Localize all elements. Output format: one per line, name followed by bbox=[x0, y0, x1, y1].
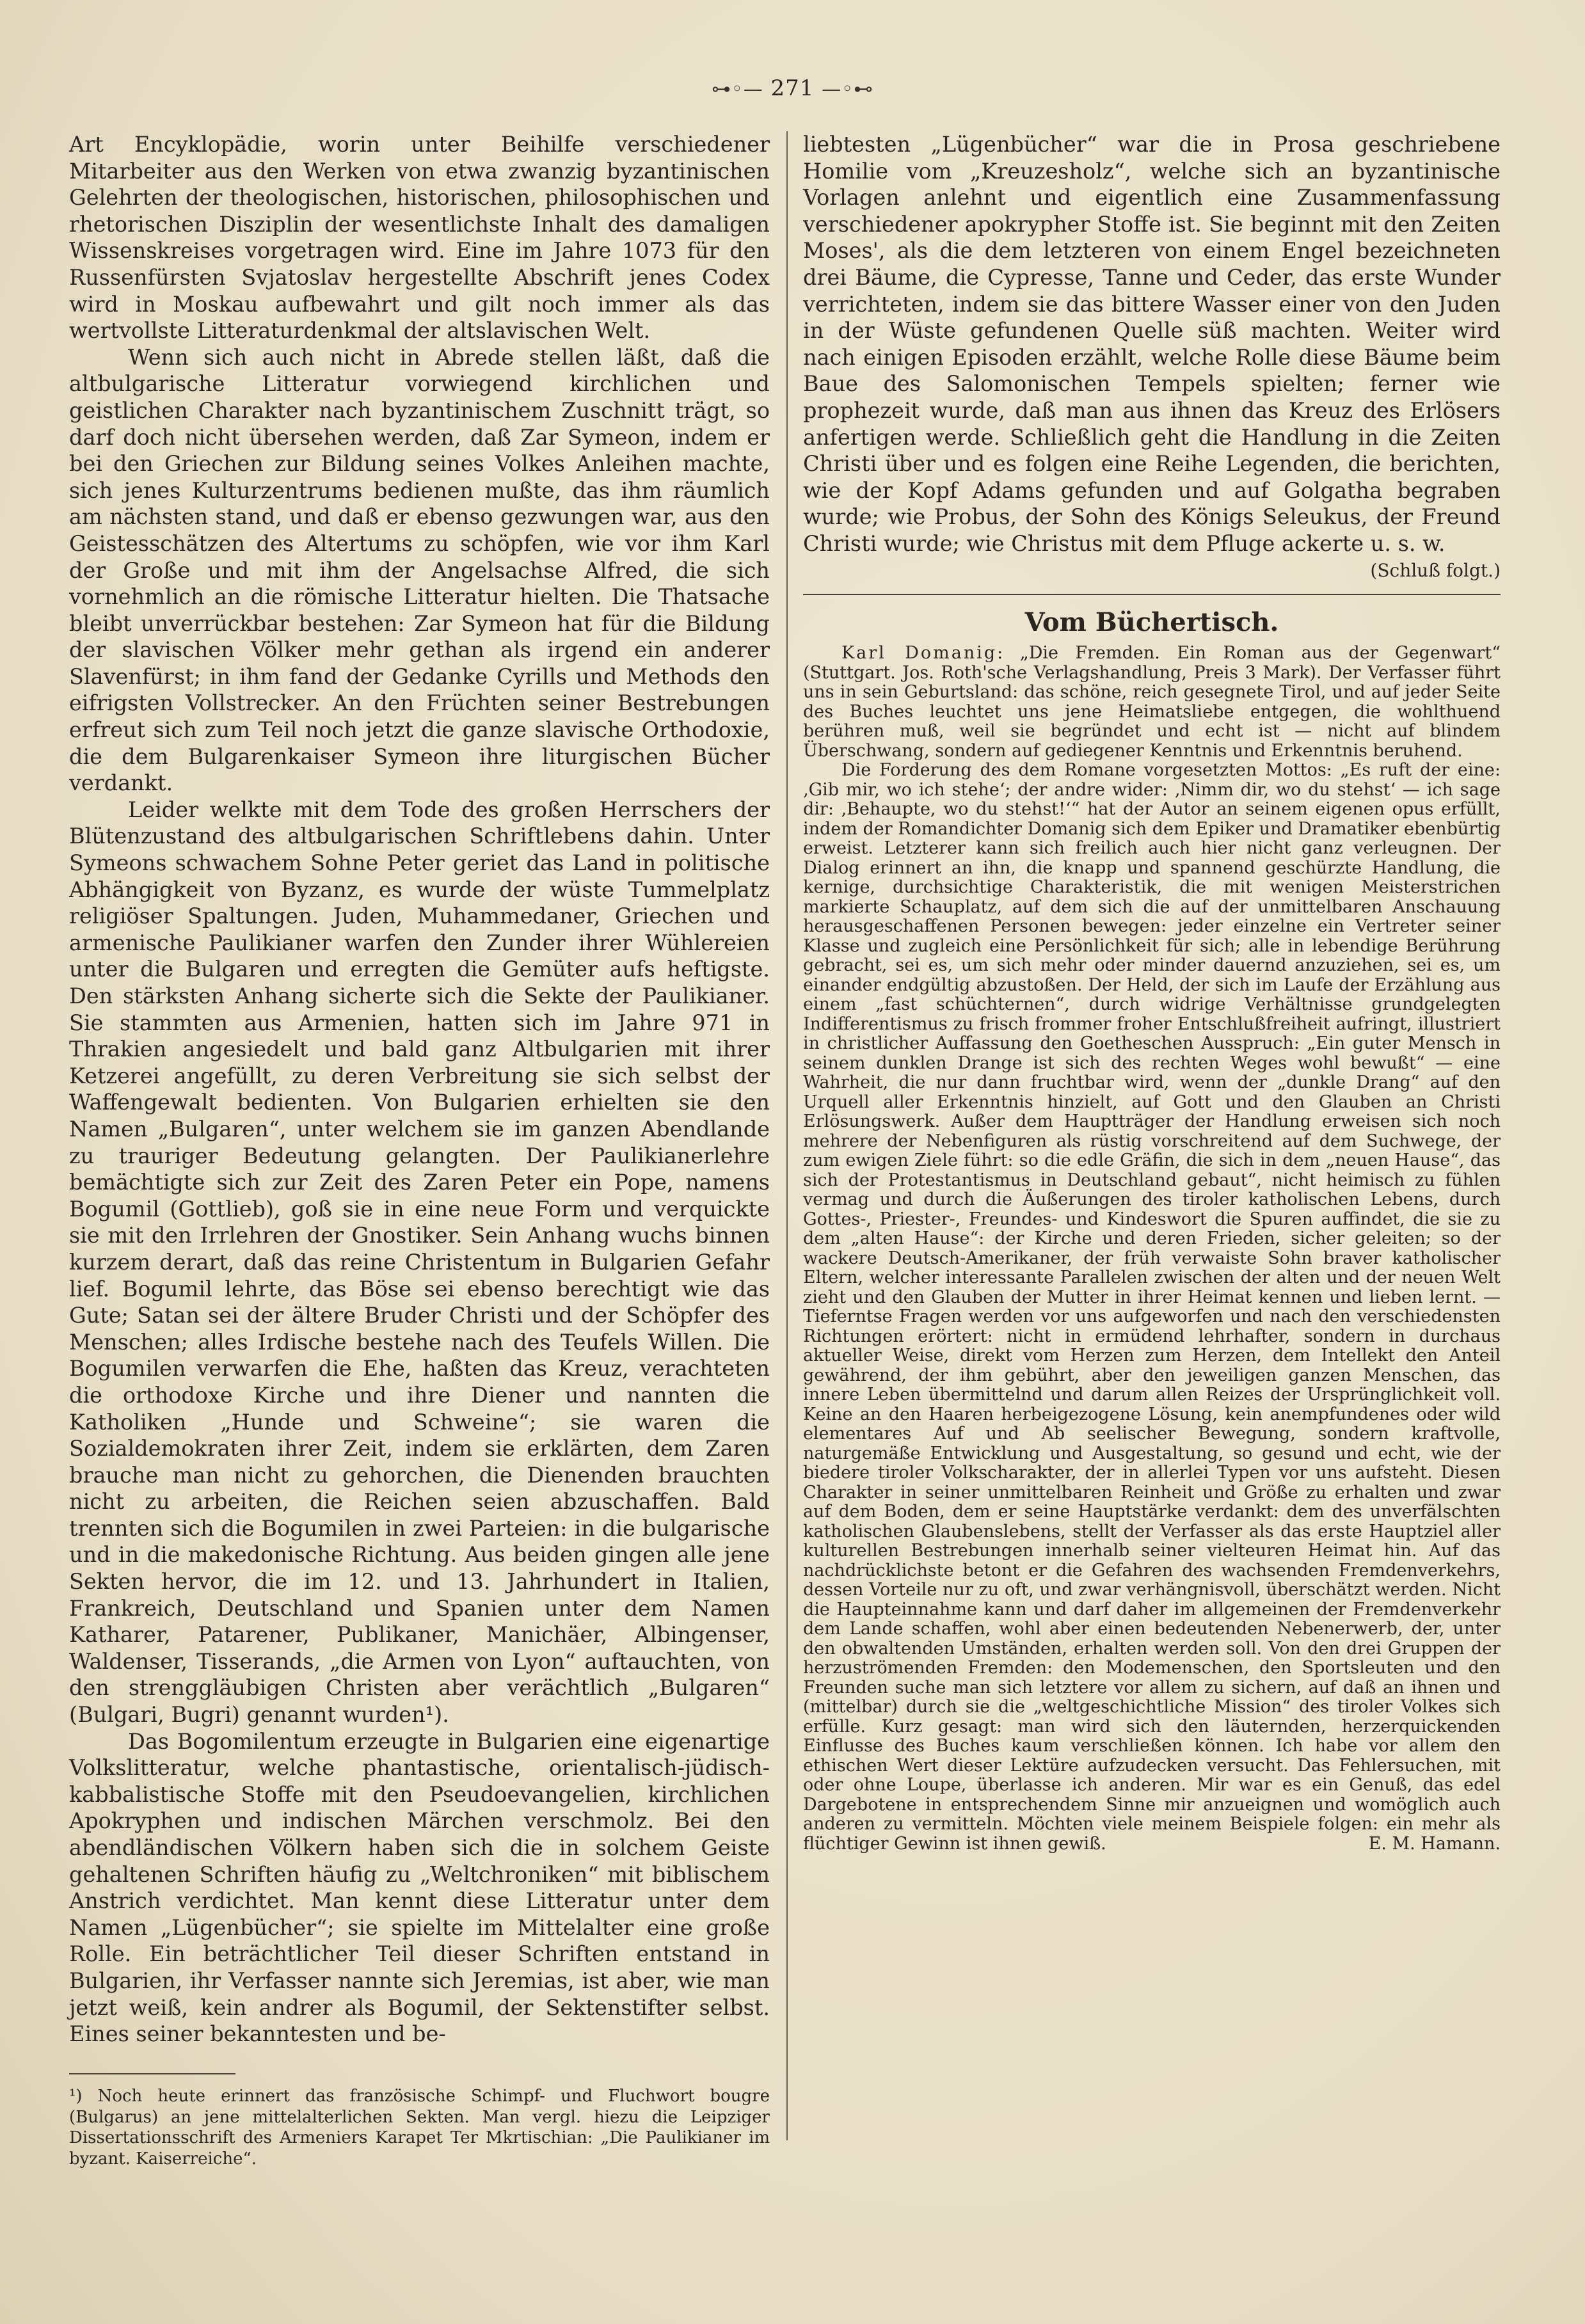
section-rule bbox=[803, 594, 1501, 595]
review-intro bbox=[803, 644, 1501, 761]
section-title: Vom Büchertisch. bbox=[1024, 607, 1279, 638]
review-paragraph bbox=[803, 761, 1501, 1854]
right-column bbox=[803, 131, 1501, 2179]
page-header bbox=[0, 76, 1585, 101]
paragraph: Wenn sich auch nicht in Abrede stellen läßt, daß die altbulgarische Litteratur vorwiegend kirchlichen und geistlichen Charakter nach byzantinischem Zuschnitt trägt, so darf doch nicht übersehen werden, daß Zar Symeon, indem er bei den Griechen zur Bildung seines Volkes Anleihen machte, sich jenes Kulturzentrums bedienen mußte, das ihm räumlich am nächsten stand, und daß er ebenso gezwungen war, aus den Geistesschätzen des Altertums zu schöpfen, wie vor ihm Karl der Große und mit ihm der Angelsachse Alfred, die sich vornehmlich an die römische Litteratur hielten. Die Thatsache bleibt unverrückbar bestehen: Zar Symeon hat für die Bildung der slavischen Völker mehr gethan als irgend ein anderer Slavenfürst; in ihm fand der Gedanke Cyrills und Methods den eifrigsten Vollstrecker. An den Früchten seiner Bestrebungen erfreut sich zum Teil noch jetzt die ganze slavische Orthodoxie, die dem Bulgarenkaiser Symeon ihre liturgischen Bücher verdankt. bbox=[69, 344, 770, 796]
paragraph: Art Encyklopädie, worin unter Beihilfe verschiedener Mitarbeiter aus den Werken von etwa zwanzig byzantinischen Gelehrten der theologischen, historischen, philosophischen und rhetorischen Disziplin der wesentlichste Inhalt des damaligen Wissenskreises vorgetragen wird. Eine im Jahre 1073 für den Russenfürsten Svjatoslav hergestellte Abschrift jenes Codex wird in Moskau aufbewahrt und gilt noch immer als das wertvollste Litteraturdenkmal der altslavischen Welt. bbox=[69, 132, 770, 344]
continued-note: (Schluß folgt.) bbox=[1370, 559, 1501, 581]
review-signature: E. M. Hamann. bbox=[1368, 1833, 1501, 1854]
continuation-text: liebtesten „Lügenbücher“ war die in Prosa geschriebene Homilie vom „Kreuzesholz“, welche sich an byzantinische Vorlagen anlehnt und eigentlich eine Zusammenfassung verschiedener apokrypher Stoffe ist. Sie beginnt mit den Zeiten Moses', als die dem letzteren von einem Engel bezeichneten drei Bäume, die Cypresse, Tanne und Ceder, das erste Wunder verrichteten, indem sie das bittere Wasser einer von den Juden in der Wüste gefundenen Quelle süß machten. Weiter wird nach einigen Episoden erzählt, welche Rolle diese Bäume beim Baue des Salomonischen Tempels spielten; ferner wie prophezeit wurde, daß man aus ihnen das Kreuz des Erlösers anfertigen werde. Schließlich geht die Handlung in die Zeiten Christi über und es folgen eine Reihe Legenden, die berichten, wie der Kopf Adams gefunden und auf Golgatha begraben wurde; wie Probus, der Sohn des Königs Seleukus, der Freund Christi wurde; wie Christus mit dem Pfluge ackerte u. s. w. bbox=[803, 132, 1501, 556]
right-ornament-icon: —◦⊷ bbox=[822, 78, 873, 100]
review-author: Karl Domanig bbox=[841, 643, 998, 664]
column-divider bbox=[786, 131, 788, 2140]
left-ornament-icon: ⊶◦— bbox=[712, 78, 763, 100]
footnote-rule bbox=[69, 2073, 235, 2074]
continuation-paragraph bbox=[803, 131, 1501, 581]
footnote: ¹) Noch heute erinnert das französische Schimpf- und Fluchwort bougre (Bulgarus) an jene mittelalterlichen Sekten. Man vergl. hiezu die Leipziger Dissertationsschrift des Armeniers Karapet Ter Mkrtischian: „Die Paulikianer im byzant. Kaiserreiche“. bbox=[69, 2087, 770, 2169]
paragraph: Leider welkte mit dem Tode des großen Herrschers der Blütenzustand des altbulgarischen Schriftlebens dahin. Unter Symeons schwachem Sohne Peter geriet das Land in politische Abhängigkeit von Byzanz, es wurde der wüste Tummelplatz religiöser Spaltungen. Juden, Muhammedaner, Griechen und armenische Paulikianer warfen den Zunder ihrer Wühlereien unter die Bulgaren und erregten die Gemüter aufs heftigste. Den stärksten Anhang sicherte sich die Sekte der Paulikianer. Sie stammten aus Armenien, hatten sich im Jahre 971 in Thrakien angesiedelt und bald ganz Altbulgarien mit ihrer Ketzerei angefüllt, zu deren Verbreitung sie sich selbst der Waffengewalt bedienten. Von Bulgarien erhielten sie den Namen „Bulgaren“, unter welchem sie im ganzen Abendlande zu trauriger Bedeutung gelangten. Der Paulikianerlehre bemächtigte sich zur Zeit des Zaren Peter ein Pope, namens Bogumil (Gottlieb), goß sie in eine neue Form und verquickte sie mit den Irrlehren der Gnostiker. Sein Anhang wuchs binnen kurzem derart, daß das reine Christentum in Bulgarien Gefahr lief. Bogumil lehrte, das Böse sei ebenso berechtigt wie das Gute; Satan sei der ältere Bruder Christi und der Schöpfer des Menschen; alles Irdische bestehe nach des Teufels Willen. Die Bogumilen verwarfen die Ehe, haßten das Kreuz, verachteten die orthodoxe Kirche und ihre Diener und nannten die Katholiken „Hunde und Schweine“; sie waren die Sozialdemokraten ihrer Zeit, indem sie erklärten, dem Zaren brauche man nicht zu gehorchen, die Dienenden brauchten nicht zu arbeiten, die Reichen seien abzuschaffen. Bald trennten sich die Bogumilen in zwei Parteien: in die bulgarische und in die makedonische Richtung. Aus beiden gingen alle jene Sekten hervor, die im 12. und 13. Jahrhundert in Italien, Frankreich, Deutschland und Spanien unter dem Namen Katharer, Patarener, Publikaner, Manichäer, Albingenser, Waldenser, Tisserands, „die Armen von Lyon“ auftauchten, von den strenggläubigen Christen aber verächtlich „Bulgaren“ (Bulgari, Bugri) genannt wurden¹). bbox=[69, 797, 770, 1728]
left-column bbox=[69, 131, 770, 2179]
page-number: 271 bbox=[770, 76, 815, 101]
paragraph: Das Bogomilentum erzeugte in Bulgarien eine eigenartige Volkslitteratur, welche phantastische, orientalisch-jüdisch-kabbalistische Stoffe mit den Pseudoevangelien, kirchlichen Apokryphen und indischen Märchen verschmolz. Bei den abendländischen Völkern haben sich die in solchem Geiste gehaltenen Schriften häufig zu „Weltchroniken“ mit biblischem Anstrich verdichtet. Man kennt diese Litteratur unter dem Namen „Lügenbücher“; sie spielte im Mittelalter eine große Rolle. Ein beträchtlicher Teil dieser Schriften entstand in Bulgarien, ihr Verfasser nannte sich Jeremias, ist aber, wie man jetzt weiß, kein andrer als Bogumil, der Sektenstifter selbst. Eines seiner bekanntesten und be- bbox=[69, 1728, 770, 2047]
review-intro-text: : „Die Fremden. Ein Roman aus der Gegenwart“ (Stuttgart. Jos. Roth'sche Verlagshandlung, Preis 3 Mark). Der Verfasser führt uns in sein Geburtsland: das schöne, reich gesegnete Tirol, und auf jeder Seite des Buches leuchtet uns jene Heimatsliebe entgegen, die wohlthuend berühren muß, weil sie begründet und echt ist — nicht auf blindem Überschwang, sondern auf gediegener Kenntnis und Erkenntnis beruhend. bbox=[803, 643, 1501, 761]
book-review bbox=[803, 644, 1501, 1854]
review-body-text: Die Forderung des dem Romane vorgesetzten Mottos: „Es ruft der eine: ‚Gib mir, wo ich stehe‘; der andre wider: ‚Nimm dir, wo du stehst‘ — ich sage dir: ‚Behaupte, wo du stehst!‘“ hat der Autor an seinem eigenen opus erfüllt, indem der Romandichter Domanig sich dem Epiker und Dramatiker ebenbürtig erweist. Letzterer kann sich freilich auch hier nicht ganz verleugnen. Der Dialog erinnert an ihn, die knapp und spannend geschürzte Handlung, die kernige, durchsichtige Charakteristik, die mit wenigen Meisterstrichen markierte Schauplatz, auf dem sich die auf der unmittelbaren Anschauung herausgeschaffenen Personen bewegen: jeder einzelne ein Vertreter seiner Klasse und zugleich eine Persönlichkeit für sich; alle in lebendige Berührung gebracht, sei es, um sich mehr oder minder dauernd anzuziehen, sei es, um einander endgültig abzustoßen. Der Held, der sich im Laufe der Erzählung aus einem „fast schüchternen“, durch widrige Verhältnisse grundgelegten Indifferentismus zu frisch frommer froher Entschlußfreiheit aufringt, illustriert in christlicher Auffassung den Goetheschen Ausspruch: „Ein guter Mensch in seinem dunklen Drange ist sich des rechten Weges wohl bewußt“ — eine Wahrheit, die nur dann fruchtbar wird, wenn der „dunkle Drang“ auf den Urquell aller Erkenntnis hinzielt, auf Gott und den Glauben an Christi Erlösungswerk. Außer dem Hauptträger der Handlung erweisen sich noch mehrere der Nebenfiguren als rüstig vorschreitend auf dem Suchwege, der zum ewigen Ziele führt: so die edle Gräfin, die sich in dem „neuen Hause“, das sich der Protestantismus in Deutschland gebaut“, nicht heimisch zu fühlen vermag und durch die Äußerungen des tiroler katholischen Lebens, durch Gottes-, Priester-, Freundes- und Kindeswort die Spuren auffindet, die sie zu dem „alten Hause“: der Kirche und deren Frieden, sicher geleiten; so der wackere Deutsch-Amerikaner, der früh verwaiste Sohn braver katholischer Eltern, welcher interessante Parallelen zwischen der alten und der neuen Welt zieht und den Glauben der Mutter in ihrer Heimat kennen und lieben lernt. — Tieferntse Fragen werden vor uns aufgeworfen und nach den verschiedensten Richtungen erörtert: nicht in ermüdend lehrhafter, sondern in durchaus aktueller Weise, direkt vom Herzen zum Herzen, dem Intellekt den Anteil gewährend, der ihm gebührt, aber den jeweiligen ganzen Menschen, das innere Leben übermittelnd und darum allen Reizes der Ursprünglichkeit voll. Keine an den Haaren herbeigezogene Lösung, kein anempfundenes oder wild elementares Auf und Ab seelischer Bewegung, sondern kraftvolle, naturgemäße Entwicklung und Ausgestaltung, so gesund und echt, wie der biedere tiroler Volkscharakter, der in allerlei Typen vor uns aufsteht. Diesen Charakter in seiner unmittelbaren Reinheit und Größe zu erhalten und zwar auf dem Boden, dem er seine Hauptstärke verdankt: dem des unverfälschten katholischen Glaubenslebens, stellt der Verfasser als das erste Hauptziel aller kulturellen Bestrebungen innerhalb seiner vielteuren Heimat hin. Auf das nachdrücklichste betont er die Gefahren des wachsenden Fremdenverkehrs, dessen Vorteile nur zu oft, und zwar verhängnisvoll, überschätzt werden. Nicht die Haupteinnahme kann und darf daher im allgemeinen der Fremdenverkehr dem Lande schaffen, wohl aber einen bedeutenden Nebenerwerb, der, unter den obwaltenden Umständen, erhalten werden soll. Von den drei Gruppen der herzuströmenden Fremden: den Modemenschen, den Sportsleuten und den Freunden suche man sich letztere vor allem zu sichern, auf daß an ihnen und (mittelbar) durch sie die „weltgeschichtliche Mission“ des tiroler Volkes sich erfülle. Kurz gesagt: man wird sich den läuternden, herzerquickenden Einflusse des Buches kaum verschließen können. Ich habe vor allem den ethischen Wert dieser Lektüre aufzudecken versucht. Das Fehlersuchen, mit oder ohne Loupe, überlasse ich anderen. Mir war es ein Genuß, das edel Dargebotene in entsprechendem Sinne mir anzueignen und womöglich auch anderen zu vermitteln. Möchten viele meinem Beispiele folgen: ein mehr als flüchtiger Gewinn ist ihnen gewiß. bbox=[803, 760, 1501, 1854]
